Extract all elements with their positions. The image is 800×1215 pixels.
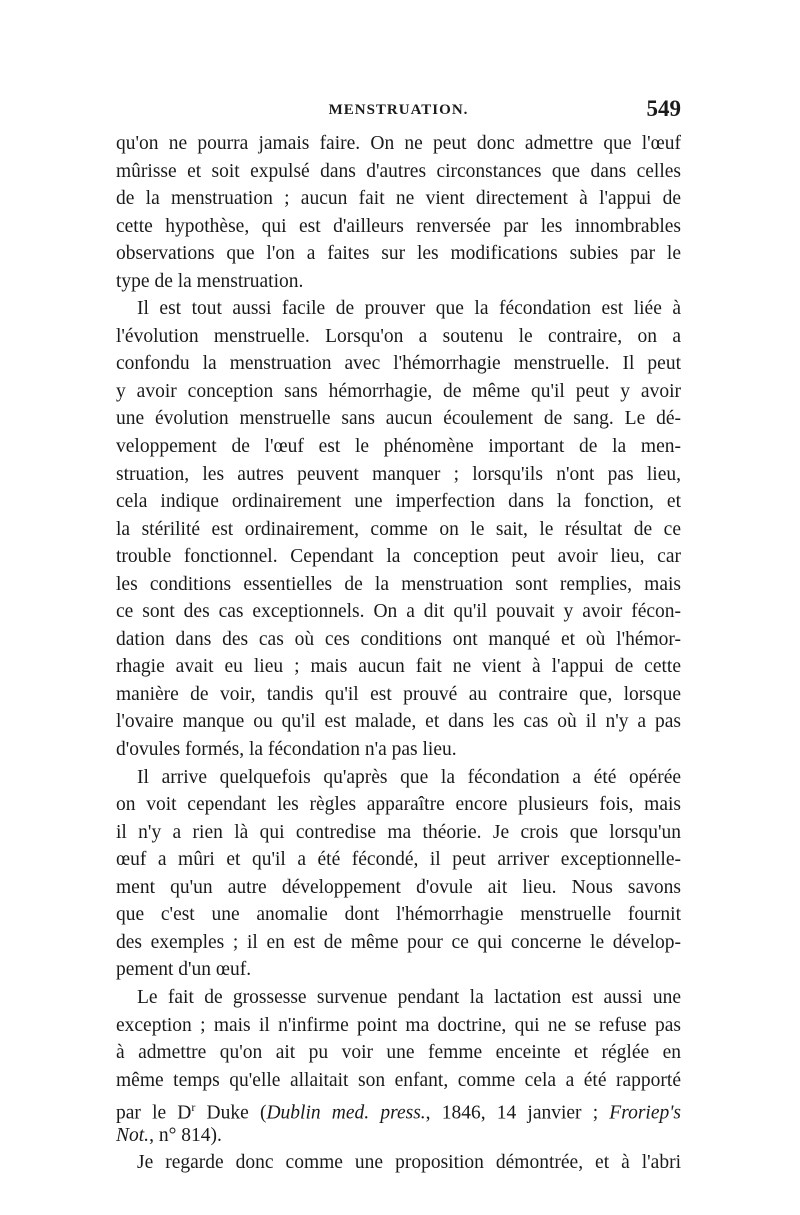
citation-not: Not. xyxy=(116,1124,150,1146)
text-line: Je regarde donc comme une proposition démontrée, et à l'abri xyxy=(137,1152,681,1174)
text-line: observations que l'on a faites sur les modifications subies par le xyxy=(116,243,681,265)
paragraph-1 xyxy=(116,130,681,295)
paragraph-4 xyxy=(116,984,681,1149)
citation-froriep: Froriep's xyxy=(609,1102,681,1124)
citation-date: , 1846, 14 janvier ; xyxy=(425,1102,610,1124)
text-line: pement d'un œuf. xyxy=(116,959,252,981)
text-line: la stérilité est ordinairement, comme on le sait, le résultat de ce xyxy=(116,518,681,540)
text-line: même temps qu'elle allaitait son enfant, comme cela a été rapporté xyxy=(116,1069,681,1091)
text-line: cette hypothèse, qui est d'ailleurs renversée par les innombrables xyxy=(116,215,681,237)
running-head xyxy=(116,96,681,126)
citation-journal: Dublin med. press. xyxy=(266,1102,426,1124)
citation-superscript: r xyxy=(191,1100,196,1115)
text-line: mûrisse et soit expulsé dans d'autres circonstances que dans celles xyxy=(116,160,681,182)
text-line: ce sont des cas exceptionnels. On a dit qu'il pouvait y avoir fécon- xyxy=(116,601,681,623)
citation-line xyxy=(116,1094,681,1122)
text-line: confondu la menstruation avec l'hémorrhagie menstruelle. Il peut xyxy=(116,353,681,375)
text-line: ment qu'un autre développement d'ovule ait lieu. Nous savons xyxy=(116,876,681,898)
text-line: Il est tout aussi facile de prouver que la fécondation est liée à xyxy=(137,298,681,320)
text-line: d'ovules formés, la fécondation n'a pas lieu. xyxy=(116,739,457,761)
running-title: MENSTRUATION. xyxy=(328,102,469,118)
text-line: il n'y a rien là qui contredise ma théorie. Je crois que lorsqu'un xyxy=(116,821,681,843)
paragraph-2 xyxy=(116,295,681,763)
paragraph-5 xyxy=(116,1149,681,1177)
text-line: dation dans des cas où ces conditions ont manqué et où l'hémor- xyxy=(116,628,681,650)
text-line: Le fait de grossesse survenue pendant la lactation est aussi une xyxy=(137,986,681,1008)
citation-prefix: par le D xyxy=(116,1102,192,1124)
text-line: Il arrive quelquefois qu'après que la fécondation a été opérée xyxy=(137,766,681,788)
text-line: l'évolution menstruelle. Lorsqu'on a soutenu le contraire, on a xyxy=(116,325,681,347)
text-line: rhagie avait eu lieu ; mais aucun fait ne vient à l'appui de cette xyxy=(116,656,681,678)
page-number: 549 xyxy=(646,96,681,121)
text-line: veloppement de l'œuf est le phénomène important de la men- xyxy=(116,436,681,458)
text-line: qu'on ne pourra jamais faire. On ne peut donc admettre que l'œuf xyxy=(116,133,681,154)
citation-number: , n° 814). xyxy=(149,1124,222,1146)
body-text xyxy=(116,130,681,1177)
text-line: de la menstruation ; aucun fait ne vient directement à l'appui de xyxy=(116,188,681,210)
text-line: struation, les autres peuvent manquer ; lorsqu'ils n'ont pas lieu, xyxy=(116,463,681,485)
text-line: trouble fonctionnel. Cependant la conception peut avoir lieu, car xyxy=(116,546,681,568)
text-line: à admettre qu'on ait pu voir une femme enceinte et réglée en xyxy=(116,1042,681,1064)
text-line: on voit cependant les règles apparaître encore plusieurs fois, mais xyxy=(116,794,681,816)
text-line: exception ; mais il n'infirme point ma doctrine, qui ne se refuse pas xyxy=(116,1014,681,1036)
text-line: les conditions essentielles de la menstruation sont remplies, mais xyxy=(116,573,681,595)
text-line: cela indique ordinairement une imperfection dans la fonction, et xyxy=(116,491,681,513)
text-line: que c'est une anomalie dont l'hémorrhagie menstruelle fournit xyxy=(116,904,681,926)
text-line: y avoir conception sans hémorrhagie, de même qu'il peut y avoir xyxy=(116,380,681,402)
text-line: type de la menstruation. xyxy=(116,270,304,292)
paragraph-3 xyxy=(116,764,681,984)
text-line: des exemples ; il en est de même pour ce qui concerne le dévelop- xyxy=(116,931,681,953)
text-line: manière de voir, tandis qu'il est prouvé au contraire que, lorsque xyxy=(116,683,681,705)
citation-author: Duke ( xyxy=(195,1102,267,1124)
citation-line xyxy=(116,1122,681,1150)
text-line: une évolution menstruelle sans aucun écoulement de sang. Le dé- xyxy=(116,408,681,430)
text-line: l'ovaire manque ou qu'il est malade, et dans les cas où il n'y a pas xyxy=(116,711,681,733)
text-line: œuf a mûri et qu'il a été fécondé, il peut arriver exceptionnelle- xyxy=(116,849,681,871)
